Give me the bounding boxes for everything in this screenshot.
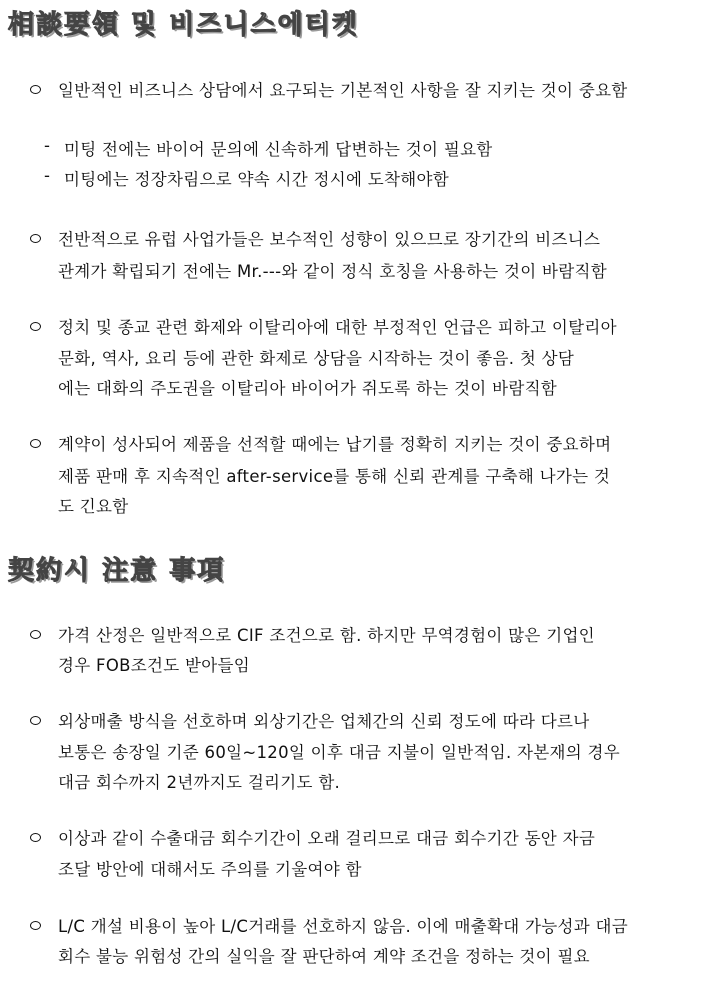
bullet-text: 전반적으로 유럽 사업가들은 보수적인 성향이 있으므로 장기간의 비즈니스: [58, 230, 601, 249]
dash-icon: -: [44, 136, 50, 155]
bullet-circle-icon: [30, 234, 41, 243]
section-title-contract: 契約시 注意 事項: [8, 556, 226, 586]
bullet-text: 에는 대화의 주도권을 이탈리아 바이어가 쥐도록 하는 것이 바람직함: [58, 379, 558, 398]
bullet-text: 문화, 역사, 요리 등에 관한 화제로 상담을 시작하는 것이 좋음. 첫 상담: [58, 349, 575, 368]
bullet-circle-icon: [30, 716, 41, 725]
sub-bullet-text: 미팅에는 정장차림으로 약속 시간 정시에 도착해야함: [64, 170, 449, 189]
dash-icon: -: [44, 166, 50, 185]
bullet-text: 일반적인 비즈니스 상담에서 요구되는 기본적인 사항을 잘 지키는 것이 중요함: [58, 81, 628, 100]
bullet-circle-icon: [30, 439, 41, 448]
bullet-text: 조달 방안에 대해서도 주의를 기울여야 함: [58, 860, 362, 879]
bullet-text: 계약이 성사되어 제품을 선적할 때에는 납기를 정확히 지키는 것이 중요하며: [58, 435, 612, 454]
bullet-text: 회수 불능 위험성 간의 실익을 잘 판단하여 계약 조건을 정하는 것이 필요: [58, 947, 590, 966]
section-title-etiquette: 相談要領 및 비즈니스에티켓: [8, 10, 360, 40]
bullet-text: 정치 및 종교 관련 화제와 이탈리아에 대한 부정적인 언급은 피하고 이탈리아: [58, 318, 617, 337]
bullet-circle-icon: [30, 85, 41, 94]
bullet-text: 보통은 송장일 기준 60일~120일 이후 대금 지불이 일반적임. 자본재의 경우: [58, 743, 621, 762]
bullet-text: 관계가 확립되기 전에는 Mr.---와 같이 정식 호칭을 사용하는 것이 바람직함: [58, 262, 608, 281]
bullet-circle-icon: [30, 921, 41, 930]
bullet-text: 가격 산정은 일반적으로 CIF 조건으로 함. 하지만 무역경험이 많은 기업인: [58, 626, 595, 645]
bullet-text: L/C 개설 비용이 높아 L/C거래를 선호하지 않음. 이에 매출확대 가능성과 대금: [58, 917, 629, 936]
bullet-circle-icon: [30, 833, 41, 842]
bullet-text: 이상과 같이 수출대금 회수기간이 오래 걸리므로 대금 회수기간 동안 자금: [58, 829, 596, 848]
bullet-text: 경우 FOB조건도 받아들임: [58, 656, 250, 675]
bullet-text: 도 긴요함: [58, 497, 129, 516]
bullet-text: 외상매출 방식을 선호하며 외상기간은 업체간의 신뢰 정도에 따라 다르나: [58, 712, 590, 731]
bullet-circle-icon: [30, 630, 41, 639]
sub-bullet-text: 미팅 전에는 바이어 문의에 신속하게 답변하는 것이 필요함: [64, 140, 493, 159]
bullet-text: 대금 회수까지 2년까지도 걸리기도 함.: [58, 773, 341, 792]
bullet-text: 제품 판매 후 지속적인 after-service를 통해 신뢰 관계를 구축해 나가는 것: [58, 467, 611, 486]
bullet-circle-icon: [30, 322, 41, 331]
